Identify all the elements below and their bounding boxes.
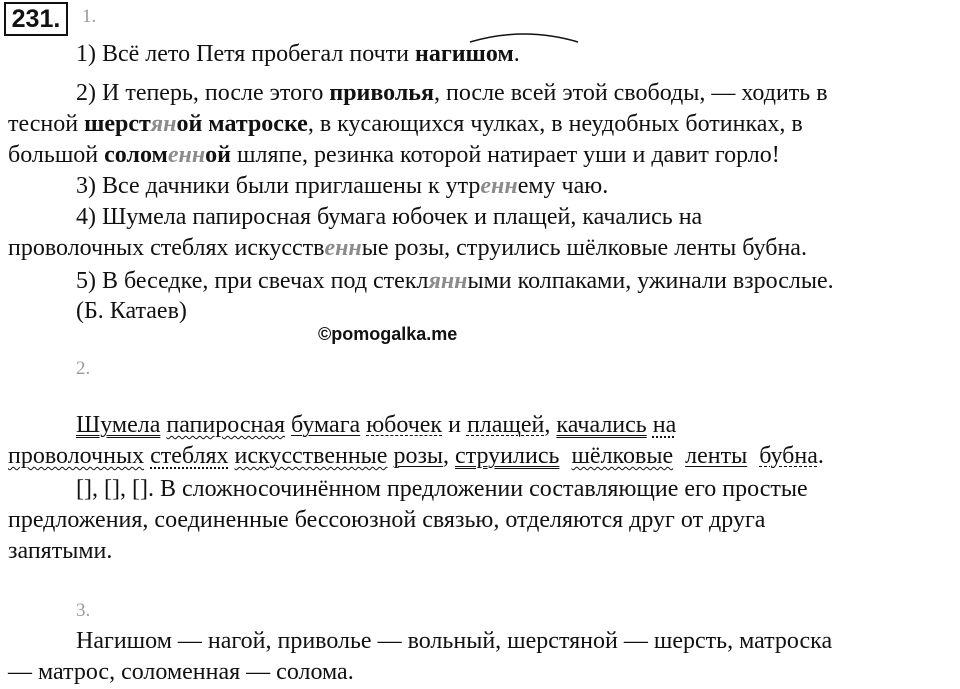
object: бубна	[759, 443, 818, 469]
text: ыми колпаками, ужинали взрослые.	[467, 268, 834, 294]
text: ему чаю.	[517, 173, 609, 199]
bold-word: шерст	[84, 111, 151, 137]
conjunction: и	[448, 412, 461, 438]
bold-word: солом	[104, 142, 168, 168]
attribute: искусственные	[234, 443, 388, 469]
predicate: качались	[556, 412, 647, 438]
attribute: папиросная	[166, 412, 286, 438]
predicate: Шумела	[76, 412, 161, 438]
sentence-2-line-2	[8, 109, 803, 139]
text: ые розы, струились шёлковые ленты бубна.	[361, 235, 807, 261]
parsed-sentence-line-2: проволочных стеблях искусственные розы, струились шёлковые ленты бубна.	[8, 443, 824, 469]
sentence-4-line-2	[8, 233, 807, 263]
text: 1) Всё лето Петя пробегал почти	[76, 41, 415, 67]
subject: розы	[393, 443, 444, 469]
highlighted-letters: ян	[150, 111, 177, 137]
explanation-line-1: [], [], []. В сложносочинённом предложении составляющие его простые	[76, 476, 808, 502]
subject: бумага	[291, 412, 361, 438]
section-number-3: 3.	[76, 600, 91, 621]
text: 3) Все дачники были приглашены к утр	[76, 173, 481, 199]
highlighted-letters: енн	[167, 142, 206, 168]
predicate: струились	[455, 443, 560, 469]
exercise-number: 231.	[4, 2, 68, 36]
sentence-1	[76, 39, 520, 69]
parsed-sentence-line-1: Шумела папиросная бумага юбочек и плащей, качались на	[76, 412, 677, 438]
attribute: проволочных	[8, 443, 145, 469]
bold-word: ой матроске	[176, 111, 308, 137]
sentence-2-line-3	[8, 140, 780, 170]
text: 2) И теперь, после этого	[76, 80, 330, 106]
text: 5) В беседке, при свечах под стекл	[76, 268, 429, 294]
text: , в кусающихся чулках, в неудобных ботинках, в	[307, 111, 803, 137]
watermark: ©pomogalka.me	[318, 324, 458, 344]
adverbial: на	[652, 412, 677, 438]
sentence-3	[76, 171, 608, 201]
explanation-line-3: запятыми.	[8, 538, 113, 564]
bold-word: ой	[205, 142, 231, 168]
text: большой	[8, 142, 105, 168]
adverbial: стеблях	[150, 443, 229, 469]
text: тесной	[8, 111, 85, 137]
text: проволочных стеблях искусств	[8, 235, 325, 261]
text: , после всей этой свободы, — ходить в	[433, 80, 828, 106]
bold-word: нагишом	[415, 41, 514, 67]
word-formation-line-1: Нагишом — нагой, приволье — вольный, шерстяной — шерсть, матроска	[76, 628, 833, 654]
text: шляпе, резинка которой натирает уши и давит горло!	[230, 142, 780, 168]
text: .	[513, 41, 520, 67]
bold-word: приволья	[329, 80, 434, 106]
highlighted-letters: енн	[480, 173, 518, 199]
object: плащей	[466, 412, 545, 438]
highlighted-letters: енн	[324, 235, 362, 261]
sentence-2-line-1	[76, 78, 828, 108]
subject: ленты	[685, 443, 748, 469]
explanation-line-2: предложения, соединенные бессоюзной связью, отделяются друг от друга	[8, 507, 766, 533]
attribute: шёлковые	[571, 443, 674, 469]
sentence-5	[76, 266, 834, 296]
section-number-1: 1.	[82, 6, 97, 27]
section-number-2: 2.	[76, 358, 91, 379]
author: (Б. Катаев)	[76, 298, 187, 324]
word-formation-line-2: — матрос, соломенная — солома.	[8, 659, 354, 685]
object: юбочек	[366, 412, 443, 438]
highlighted-letters: янн	[428, 268, 468, 294]
sentence-4-line-1: 4) Шумела папиросная бумага юбочек и плащей, качались на	[76, 204, 703, 230]
